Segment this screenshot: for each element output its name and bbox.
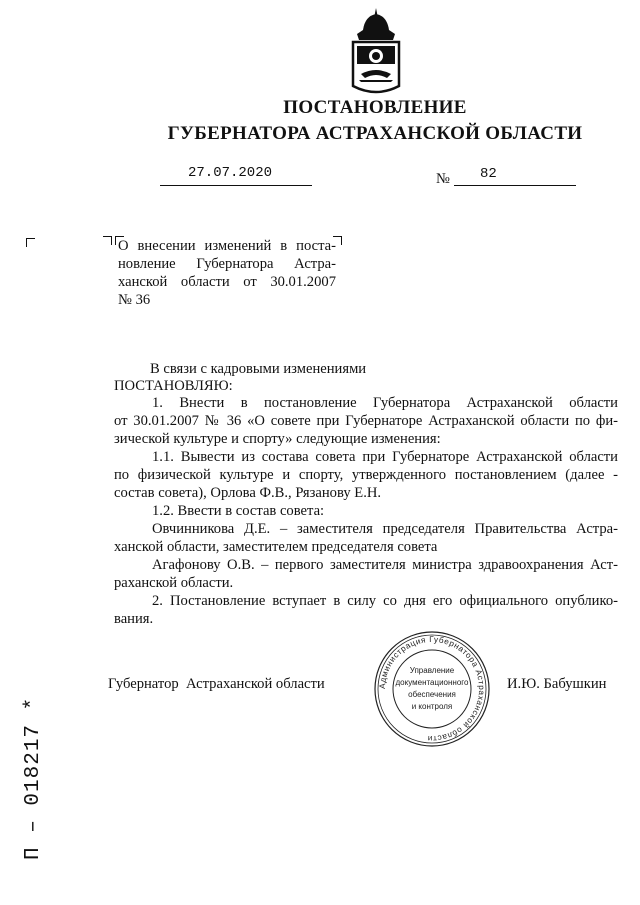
body-line: ханской области, заместителем председателя совета: [114, 539, 438, 555]
body-line: Овчинникова Д.Е. – заместителя председателя Правительства Астра-: [152, 521, 618, 537]
signatory-name: И.Ю. Бабушкин: [507, 676, 607, 692]
body-line: 1.1. Вывести из состава совета при Губернаторе Астраханской области: [152, 449, 618, 465]
body-decree-word: ПОСТАНОВЛЯЮ:: [114, 378, 233, 394]
document-subject: [118, 237, 336, 309]
body-line: Агафонову О.В. – первого заместителя министра здравоохранения Аст-: [152, 557, 618, 573]
document-title-line2: ГУБЕРНАТОРА АСТРАХАНСКОЙ ОБЛАСТИ: [167, 123, 583, 144]
document-title-line1: ПОСТАНОВЛЕНИЕ: [283, 97, 467, 118]
side-registration-code: П – 018217 *: [22, 696, 45, 860]
number-label: №: [436, 171, 450, 187]
subject-line: № 36: [118, 292, 151, 308]
body-line: вания.: [114, 611, 154, 627]
signatory-position: Губернатор Астраханской области: [108, 676, 325, 692]
stamp-center-line: и контроля: [411, 702, 453, 711]
subject-line: новление Губернатора Астра-: [118, 256, 336, 272]
body-line: 1. Внести в постановление Губернатора Астраханской области: [152, 395, 618, 411]
stamp-ring-text: Администрация Губернатора Астраханской области: [377, 634, 487, 744]
body-line: по физической культуре и спорту, утвержденного постановлением (далее -: [114, 467, 618, 483]
body-text: [114, 394, 618, 628]
document-date: 27.07.2020: [188, 165, 273, 181]
body-line: раханской области.: [114, 575, 234, 591]
body-line: зической культуре и спорту» следующие изменения:: [114, 431, 441, 447]
margin-corner-mark: [26, 238, 35, 247]
body-line: от 30.01.2007 № 36 «О совете при Губернаторе Астраханской области по фи-: [114, 413, 618, 429]
official-stamp: [373, 630, 491, 748]
number-underline: [454, 170, 576, 186]
document-number: 82: [480, 166, 497, 182]
stamp-center-line: документационного: [395, 678, 469, 687]
body-line: 1.2. Ввести в состав совета:: [152, 503, 325, 519]
subject-corner-mark-left: [103, 236, 112, 245]
body-intro: В связи с кадровыми изменениями: [150, 361, 367, 377]
body-line: состав совета), Орлова Ф.В., Рязанову Е.Н.: [114, 485, 382, 501]
stamp-center-line: Управление: [409, 666, 455, 675]
subject-line: ханской области от 30.01.2007: [118, 274, 336, 290]
body-line: 2. Постановление вступает в силу со дня его официального опублико-: [152, 593, 618, 609]
subject-line: О внесении изменений в поста-: [118, 238, 336, 254]
coat-of-arms-emblem: [345, 8, 407, 96]
stamp-center-line: обеспечения: [408, 690, 456, 699]
